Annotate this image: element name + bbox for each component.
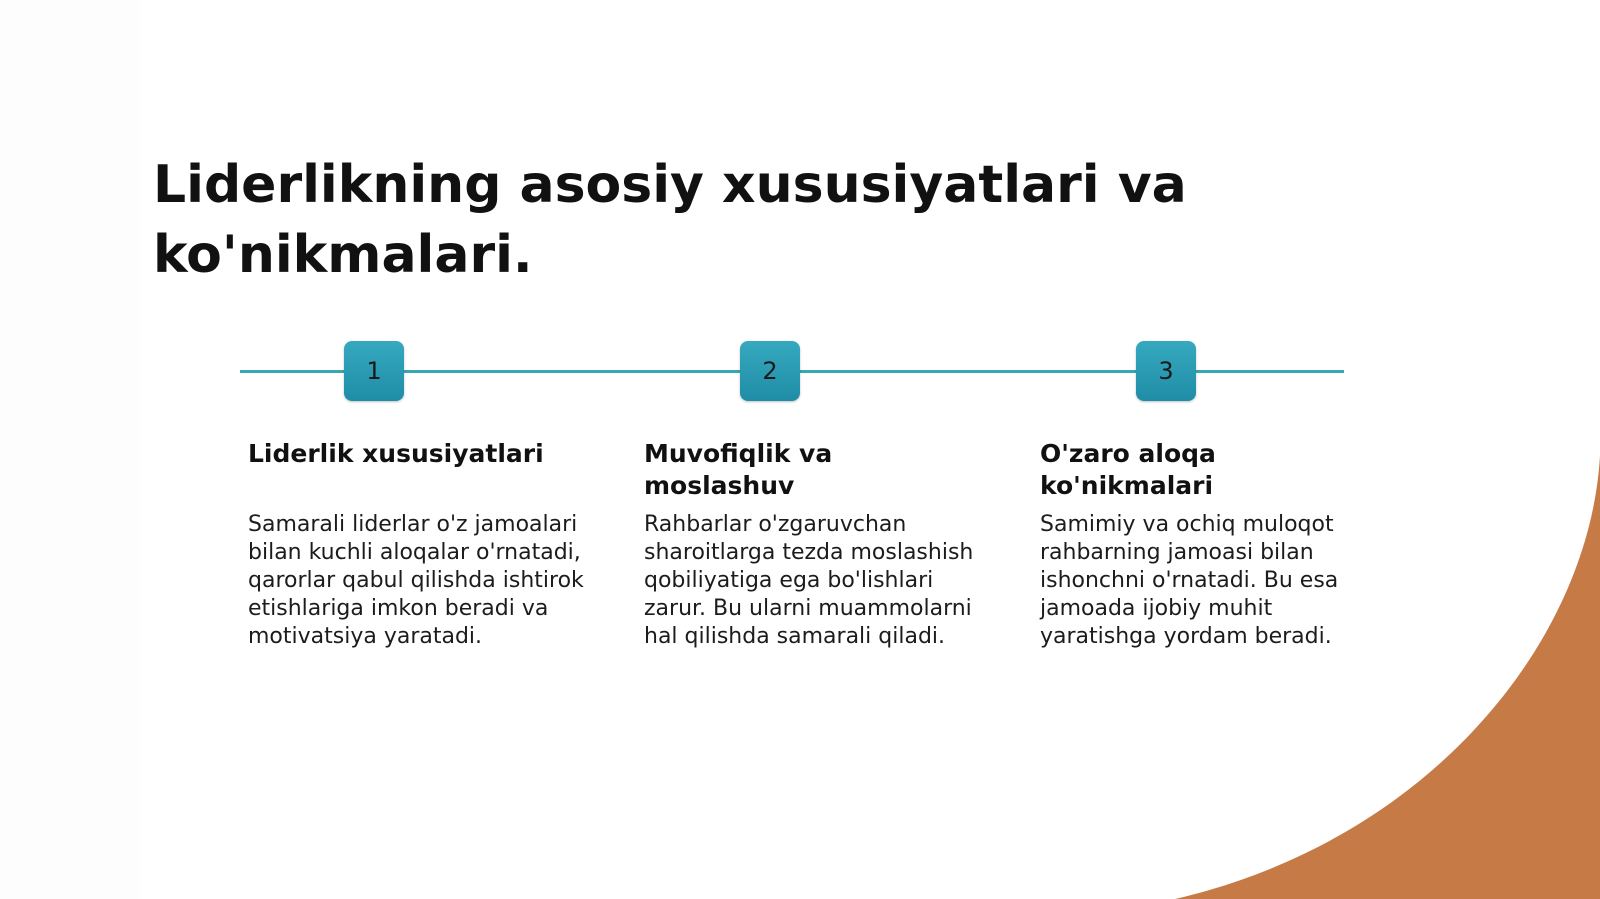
- slide-title: Liderlikning asosiy xususiyatlari va ko'nikmalari.: [153, 155, 1187, 285]
- step-heading-3: O'zaro aloqa ko'nikmalari: [1040, 439, 1216, 500]
- step-text-3: Samimiy va ochiq muloqot rahbarning jamoasi bilan ishonchni o'rnatadi. Bu esa jamoada ijobiy muhit yaratishga yordam beradi.: [1040, 512, 1339, 649]
- step-column-1: [248, 438, 593, 651]
- step-badge-2: 2: [740, 341, 800, 401]
- step-heading-1: Liderlik xususiyatlari: [248, 439, 544, 468]
- step-text-2: Rahbarlar o'zgaruvchan sharoitlarga tezda moslashish qobiliyatiga ega bo'lishlari zarur. Bu ularni muammolarni hal qilishda samarali qiladi.: [644, 512, 974, 649]
- step-badge-1: 1: [344, 341, 404, 401]
- step-column-3: [1040, 438, 1385, 651]
- step-heading-2: Muvofiqlik va moslashuv: [644, 439, 833, 500]
- step-text-1: Samarali liderlar o'z jamoalari bilan kuchli aloqalar o'rnatadi, qarorlar qabul qilishda ishtirok etishlariga imkon beradi va motivatsiya yaratadi.: [248, 512, 584, 649]
- step-column-2: [644, 438, 989, 651]
- step-badge-3: 3: [1136, 341, 1196, 401]
